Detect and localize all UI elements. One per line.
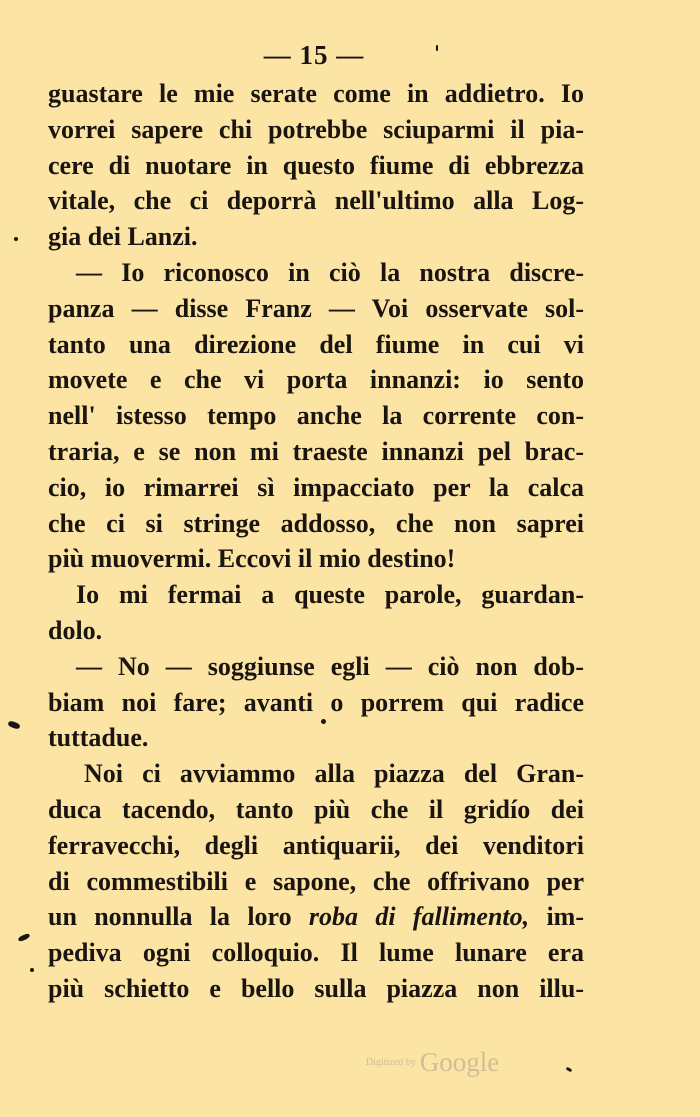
scan-speck xyxy=(14,237,18,241)
text-fragment: im- xyxy=(529,902,584,932)
text-line xyxy=(48,899,584,935)
text-line: di commestibili e sapone, che offrivano per xyxy=(48,866,584,896)
page-number: — 15 — xyxy=(263,40,365,70)
scan-speck xyxy=(321,719,326,724)
text-line: duca tacendo, tanto più che il gridío dei xyxy=(48,794,584,824)
text-line: traria, e se non mi traeste innanzi pel brac- xyxy=(48,436,584,466)
text-line: nell' istesso tempo anche la corrente con- xyxy=(48,401,584,431)
text-line: vorrei sapere chi potrebbe sciuparmi il pia- xyxy=(48,114,584,144)
text-line: Noi ci avviammo alla piazza del Gran- xyxy=(84,759,584,789)
text-line: pediva ogni colloquio. Il lume lunare era xyxy=(48,938,584,968)
scan-speck xyxy=(30,968,34,972)
text-line: — Io riconosco in ciò la nostra discre- xyxy=(76,257,584,287)
text-line: ferravecchi, degli antiquarii, dei venditori xyxy=(48,830,584,860)
text-line: gia dei Lanzi. xyxy=(48,222,198,252)
text-line: tanto una direzione del fiume in cui vi xyxy=(48,329,584,359)
text-line: più muovermi. Eccovi il mio destino! xyxy=(48,544,456,574)
page-body-text xyxy=(48,76,584,1007)
scan-speck xyxy=(18,933,31,943)
text-line: vitale, che ci deporrà nell'ultimo alla Log- xyxy=(48,186,584,216)
text-line: Io mi fermai a queste parole, guardan- xyxy=(76,580,584,610)
watermark-logo: Google xyxy=(419,1047,500,1077)
text-line: cio, io rimarrei sì impacciato per la calca xyxy=(48,472,584,502)
google-watermark xyxy=(366,1047,499,1078)
text-line: che ci si stringe addosso, che non saprei xyxy=(48,508,584,538)
text-line: più schietto e bello sulla piazza non illu- xyxy=(48,973,584,1003)
scan-speck xyxy=(436,45,438,51)
text-line: biam noi fare; avanti o porrem qui radice xyxy=(48,687,584,717)
text-line: guastare le mie serate come in addietro. Io xyxy=(48,79,584,108)
scan-speck xyxy=(7,720,20,730)
text-line: — No — soggiunse egli — ciò non dob- xyxy=(76,651,584,681)
text-line: panza — disse Franz — Voi osservate sol- xyxy=(48,293,584,323)
italic-phrase: roba di fallimento, xyxy=(308,902,530,932)
text-line: dolo. xyxy=(48,615,103,645)
watermark-prefix: Digitized by xyxy=(366,1057,416,1068)
text-line: cere di nuotare in questo fiume di ebbrezza xyxy=(48,150,584,180)
text-fragment: un nonnulla la loro xyxy=(48,902,309,932)
text-line: tuttadue. xyxy=(48,723,149,753)
text-line: movete e che vi porta innanzi: io sento xyxy=(48,365,584,395)
scan-speck xyxy=(566,1067,573,1073)
